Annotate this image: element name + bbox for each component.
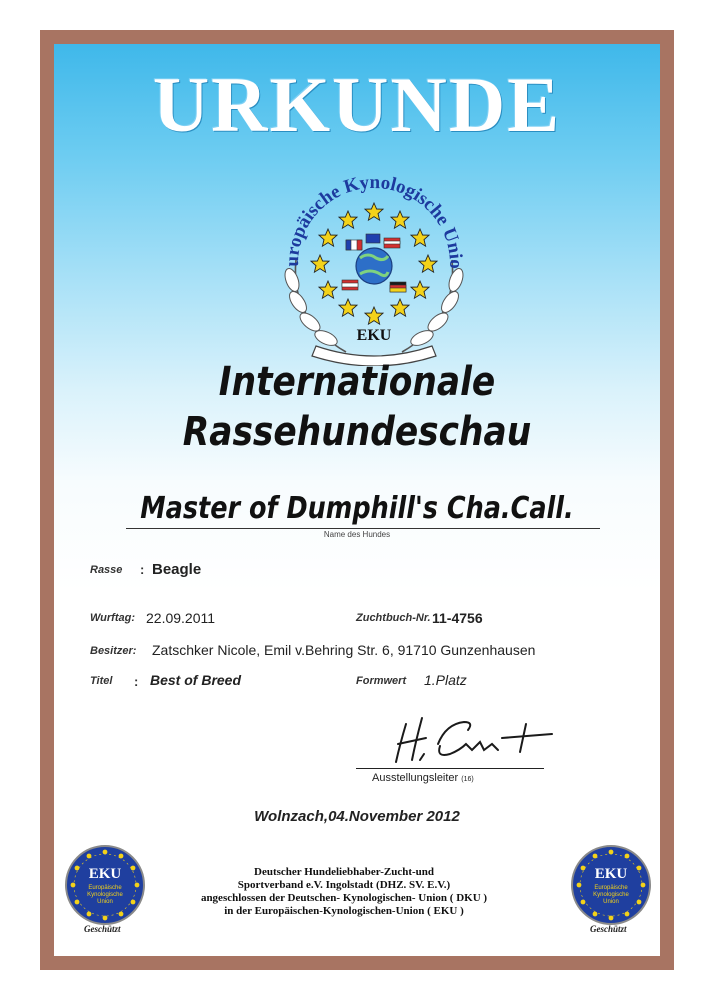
footer-line-3: angeschlossen der Deutschen- Kynologischen- Union ( DKU )	[200, 892, 488, 904]
signature-caption-text: Ausstellungsleiter	[372, 772, 459, 784]
footer-line-2: Sportverband e.V. Ingolstadt (DHZ. SV. E.V.)	[237, 879, 451, 891]
seal-left-line-2: Kynologische	[87, 892, 123, 898]
heading-line-1: Internationale	[218, 359, 496, 405]
eku-seal-right	[570, 844, 652, 926]
emblem-abbr: EKU	[356, 327, 392, 344]
titel-value: Best of Breed	[150, 672, 242, 688]
zuchtbuch-label: Zuchtbuch-Nr.	[356, 612, 431, 624]
wurftag-value: 22.09.2011	[146, 610, 216, 626]
titel-label: Titel	[90, 675, 113, 687]
footer-line-1: Deutscher Hundeliebhaber-Zucht-und	[254, 866, 434, 878]
seal-left-line-3: Union	[97, 899, 113, 905]
rasse-label: Rasse	[90, 564, 123, 576]
seal-left-abbr: EKU	[88, 866, 122, 882]
certificate-body	[54, 44, 660, 956]
seal-right-label: Geschützt	[590, 924, 627, 934]
signature-caption-small: (16)	[461, 776, 474, 783]
eku-seal-left	[64, 844, 146, 926]
place-date: Wolnzach,04.November 2012	[254, 808, 460, 825]
footer-line-4: in der Europäischen-Kynologischen-Union ( EKU )	[224, 905, 464, 917]
certificate-title: URKUNDE	[152, 61, 562, 148]
signature-caption	[372, 772, 474, 784]
dog-name: Master of Dumphill's Cha.Call.	[140, 491, 574, 526]
seal-left-label: Geschützt	[84, 924, 121, 934]
besitzer-label: Besitzer:	[90, 645, 137, 657]
seal-right-line-3: Union	[603, 899, 619, 905]
signature-image	[376, 704, 556, 766]
eku-emblem-icon	[256, 140, 492, 366]
seal-right-abbr: EKU	[594, 866, 628, 882]
signature-line	[356, 768, 544, 769]
certificate-frame	[40, 30, 674, 970]
seal-left-line-1: Europäische	[88, 885, 122, 891]
dog-name-line	[126, 528, 600, 529]
zuchtbuch-value: 11-4756	[432, 610, 483, 626]
rasse-colon: :	[140, 562, 145, 577]
seal-right-line-1: Europäische	[594, 885, 628, 891]
heading-line-2: Rassehundeschau	[182, 409, 532, 455]
dog-name-caption: Name des Hundes	[323, 530, 391, 539]
footer-text	[184, 866, 504, 918]
rasse-value: Beagle	[152, 561, 202, 578]
emblem-ring-text: uropäische Kynologische Unio	[281, 171, 466, 269]
formwert-label: Formwert	[356, 675, 407, 687]
besitzer-value: Zatschker Nicole, Emil v.Behring Str. 6, 91710 Gunzenhausen	[152, 642, 536, 658]
titel-colon: :	[134, 674, 139, 689]
seal-right-line-2: Kynologische	[593, 892, 629, 898]
wurftag-label: Wurftag:	[90, 612, 136, 624]
formwert-value: 1.Platz	[424, 672, 467, 688]
